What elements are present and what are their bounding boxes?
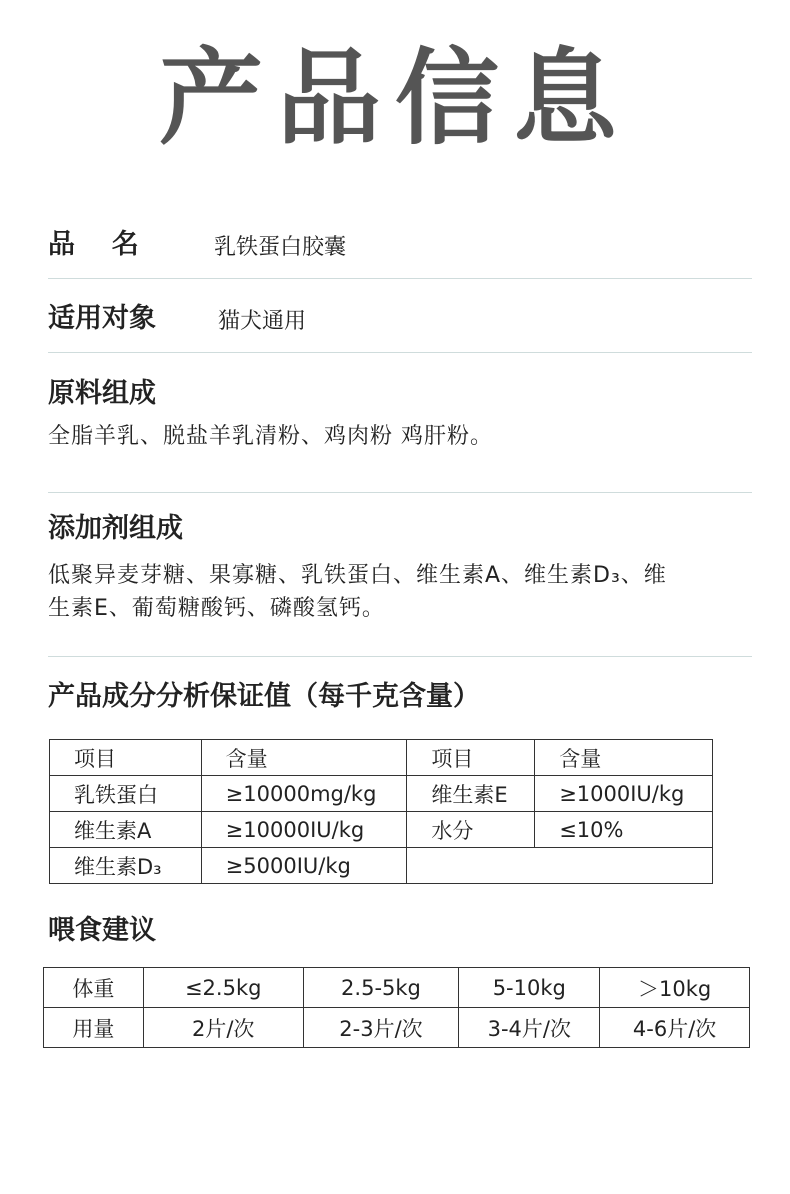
feeding-heading: 喂食建议 — [48, 915, 156, 946]
additives-line-2: 生素E、葡萄糖酸钙、磷酸氢钙。 — [48, 596, 385, 621]
table-row — [50, 848, 713, 884]
divider — [48, 492, 752, 493]
analysis-table — [49, 739, 713, 884]
header-cell: 含量 — [535, 740, 713, 776]
ingredients-heading: 原料组成 — [48, 378, 156, 409]
dose-cell: 3-4片/次 — [459, 1008, 600, 1048]
feeding-table — [43, 967, 750, 1048]
additives-line-1: 低聚异麦芽糖、果寡糖、乳铁蛋白、维生素A、维生素D₃、维 — [48, 563, 667, 588]
weight-cell: ＞10kg — [600, 968, 750, 1008]
page-title: 产品信息 — [158, 37, 631, 159]
table-cell: ≥10000IU/kg — [201, 812, 407, 848]
table-header-row — [50, 740, 713, 776]
table-cell: 乳铁蛋白 — [50, 776, 202, 812]
table-cell: ≥1000IU/kg — [535, 776, 713, 812]
empty-cell — [407, 848, 713, 884]
table-row — [50, 776, 713, 812]
product-name-value: 乳铁蛋白胶囊 — [214, 235, 347, 260]
divider — [48, 352, 752, 353]
table-row — [50, 812, 713, 848]
divider — [48, 656, 752, 657]
dose-cell: 2片/次 — [143, 1008, 303, 1048]
product-name-label: 品 名 — [48, 229, 145, 260]
analysis-heading: 产品成分分析保证值（每千克含量） — [48, 681, 480, 712]
table-cell: 水分 — [407, 812, 535, 848]
table-cell: ≤10% — [535, 812, 713, 848]
weight-row — [44, 968, 750, 1008]
dose-cell: 2-3片/次 — [303, 1008, 459, 1048]
dose-row — [44, 1008, 750, 1048]
ingredients-text: 全脂羊乳、脱盐羊乳清粉、鸡肉粉 鸡肝粉。 — [48, 424, 493, 449]
target-label: 适用对象 — [48, 303, 156, 334]
weight-cell: 2.5-5kg — [303, 968, 459, 1008]
weight-cell: ≤2.5kg — [143, 968, 303, 1008]
table-cell: ≥10000mg/kg — [201, 776, 407, 812]
target-value: 猫犬通用 — [218, 309, 307, 334]
table-cell: 维生素A — [50, 812, 202, 848]
header-cell: 项目 — [50, 740, 202, 776]
table-cell: ≥5000IU/kg — [201, 848, 407, 884]
dose-label: 用量 — [44, 1008, 144, 1048]
additives-heading: 添加剂组成 — [48, 513, 183, 544]
table-cell: 维生素D₃ — [50, 848, 202, 884]
header-cell: 含量 — [201, 740, 407, 776]
divider — [48, 278, 752, 279]
dose-cell: 4-6片/次 — [600, 1008, 750, 1048]
weight-cell: 5-10kg — [459, 968, 600, 1008]
header-cell: 项目 — [407, 740, 535, 776]
weight-label: 体重 — [44, 968, 144, 1008]
table-cell: 维生素E — [407, 776, 535, 812]
